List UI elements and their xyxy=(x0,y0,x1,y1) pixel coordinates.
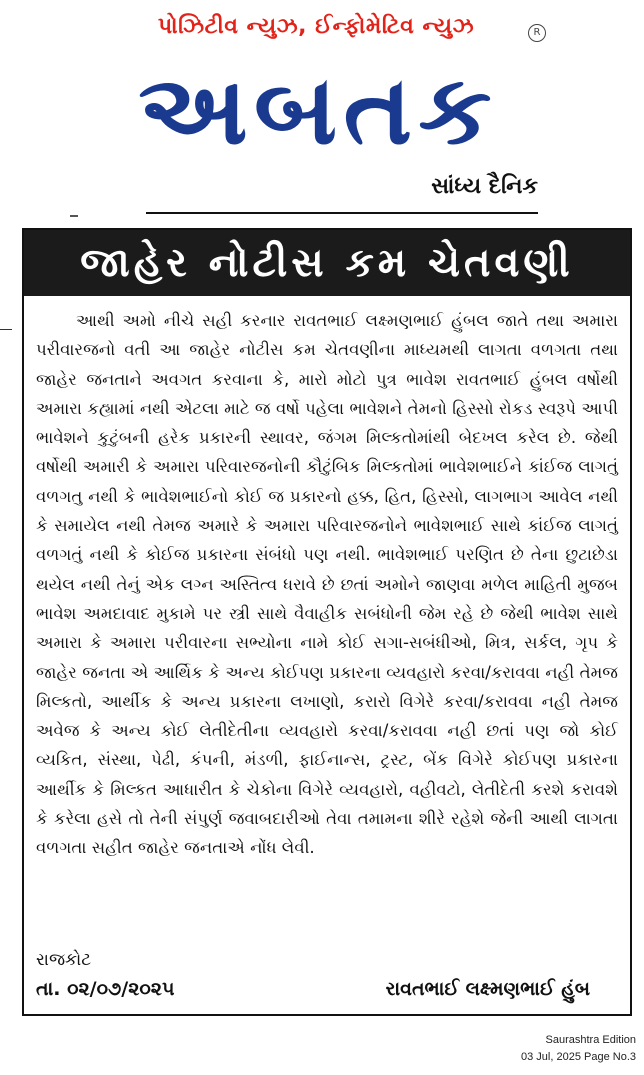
notice-signature: રાવતભાઈ લક્ષ્મણભાઈ હુંબ xyxy=(385,978,590,1000)
footer-edition: Saurashtra Edition xyxy=(545,1034,636,1046)
notice-place: રાજકોટ xyxy=(36,950,92,970)
notice-body-text: આથી અમો નીચે સહી કરનાર રાવતભાઈ લક્ષ્મણભાઈ હુંબલ જાતે તથા અમારા પરીવારજનો વતી આ જાહેર નોટીસ કમ ચેતવણીના માધ્યમથી લાગતા વળગતા તથા જાહેર જનતાને અવગત કરવાના કે, મારો મોટો પુત્ર ભાવેશ રાવતભાઈ હુંબલ વર્ષોથી અમારા કહ્યામાં નથી એટલા માટે જ વર્ષો પહેલા ભાવેશને તેમનો હિસ્સો રોકડ સ્વરૂપે આપી ભાવેશને કુટુંબની હરેક પ્રકારની સ્થાવર, જંગમ મિલ્કતોમાંથી બેદખલ કરેલ છે. જેથી વર્ષોથી અમારી કે અમારા પરિવારજનોની કૌટુંબિક મિલ્કતોમાં ભાવેશભાઈને કાંઈજ લાગતું વળગતુ નથી કે ભાવેશભાઈનો કોઈ જ પ્રકારનો હક્ક, હિત, હિસ્સો, લાગભાગ આવેલ નથી કે સમાયેલ નથી તેમજ અમારે કે અમારા પરિવારજનોને ભાવેશભાઈ સાથે કાંઈજ લાગતું વળગતું નથી કે કોઈજ પ્રકારના સંબંધો પણ નથી. ભાવેશભાઈ પરણિત છે તેના છુટાછેડા થયેલ નથી તેનું એક લગ્ન અસ્તિત્વ ધરાવે છે છતાં અમોને જાણવા મળેલ માહિતી મુજબ ભાવેશ અમદાવાદ મુકામે પર સ્ત્રી સાથે વૈવાહીક સબંધોની જેમ રહે છે જેથી ભાવેશ સાથે અમારા કે અમારા પરીવારના સભ્યોના નામે કોઈ સગા-સબંધીઓ, મિત્ર, સર્કલ, ગૃપ કે જાહેર જનતા એ આર્થિક કે અન્ય કોઈપણ પ્રકારના વ્યવહારો કરવા/કરાવવા નહી તેમજ મિલ્કતો, આર્થીક કે અન્ય પ્રકારના લખાણો, કરારો વિગેરે કરવા/કરાવવા નહી તેમજ અવેજ કે અન્ય કોઈ લેતીદેતીના વ્યવહારો કરવા/કરાવવા નહી છતાં પણ જો કોઈ વ્યકિત, સંસ્થા, પેઢી, કંપની, મંડળી, ફાઈનાન્સ, ટ્રસ્ટ, બેંક વિગેરે કોઈપણ પ્રકારના આર્થીક કે મિલ્કત આધારીત કે ચેકોના વિગેરે વ્યવહારો, વહીવટો, લેતીદેતી કરશે કરાવશે કે કરેલા હસે તો તેની સંપુર્ણ જવાબદારીઓ તેવા તમામના શીરે રહેશે જેની આથી લાગતા વળગતા સહીત જાહેર જનતાએ નોંધ લેવી. xyxy=(36,311,618,858)
masthead xyxy=(92,14,552,204)
page-footer xyxy=(521,1032,636,1066)
margin-mark xyxy=(70,215,78,217)
registered-trademark-icon: R xyxy=(528,24,546,42)
margin-tick xyxy=(0,329,12,330)
masthead-divider xyxy=(146,212,538,214)
edition-type-label: સાંધ્ય દૈનિક xyxy=(431,174,538,199)
masthead-tagline: પોઝિટીવ ન્યુઝ, ઈન્ફોમેટિવ ન્યુઝ xyxy=(157,14,475,39)
footer-date-page: 03 Jul, 2025 Page No.3 xyxy=(521,1051,636,1063)
newspaper-logo: અબતક xyxy=(138,53,498,167)
notice-title: જાહેર નોટીસ કમ ચેતવણી xyxy=(24,230,630,296)
public-notice-box xyxy=(22,228,632,1016)
notice-date: તા. ૦૨/૦૭/૨૦૨૫ xyxy=(36,978,175,1000)
